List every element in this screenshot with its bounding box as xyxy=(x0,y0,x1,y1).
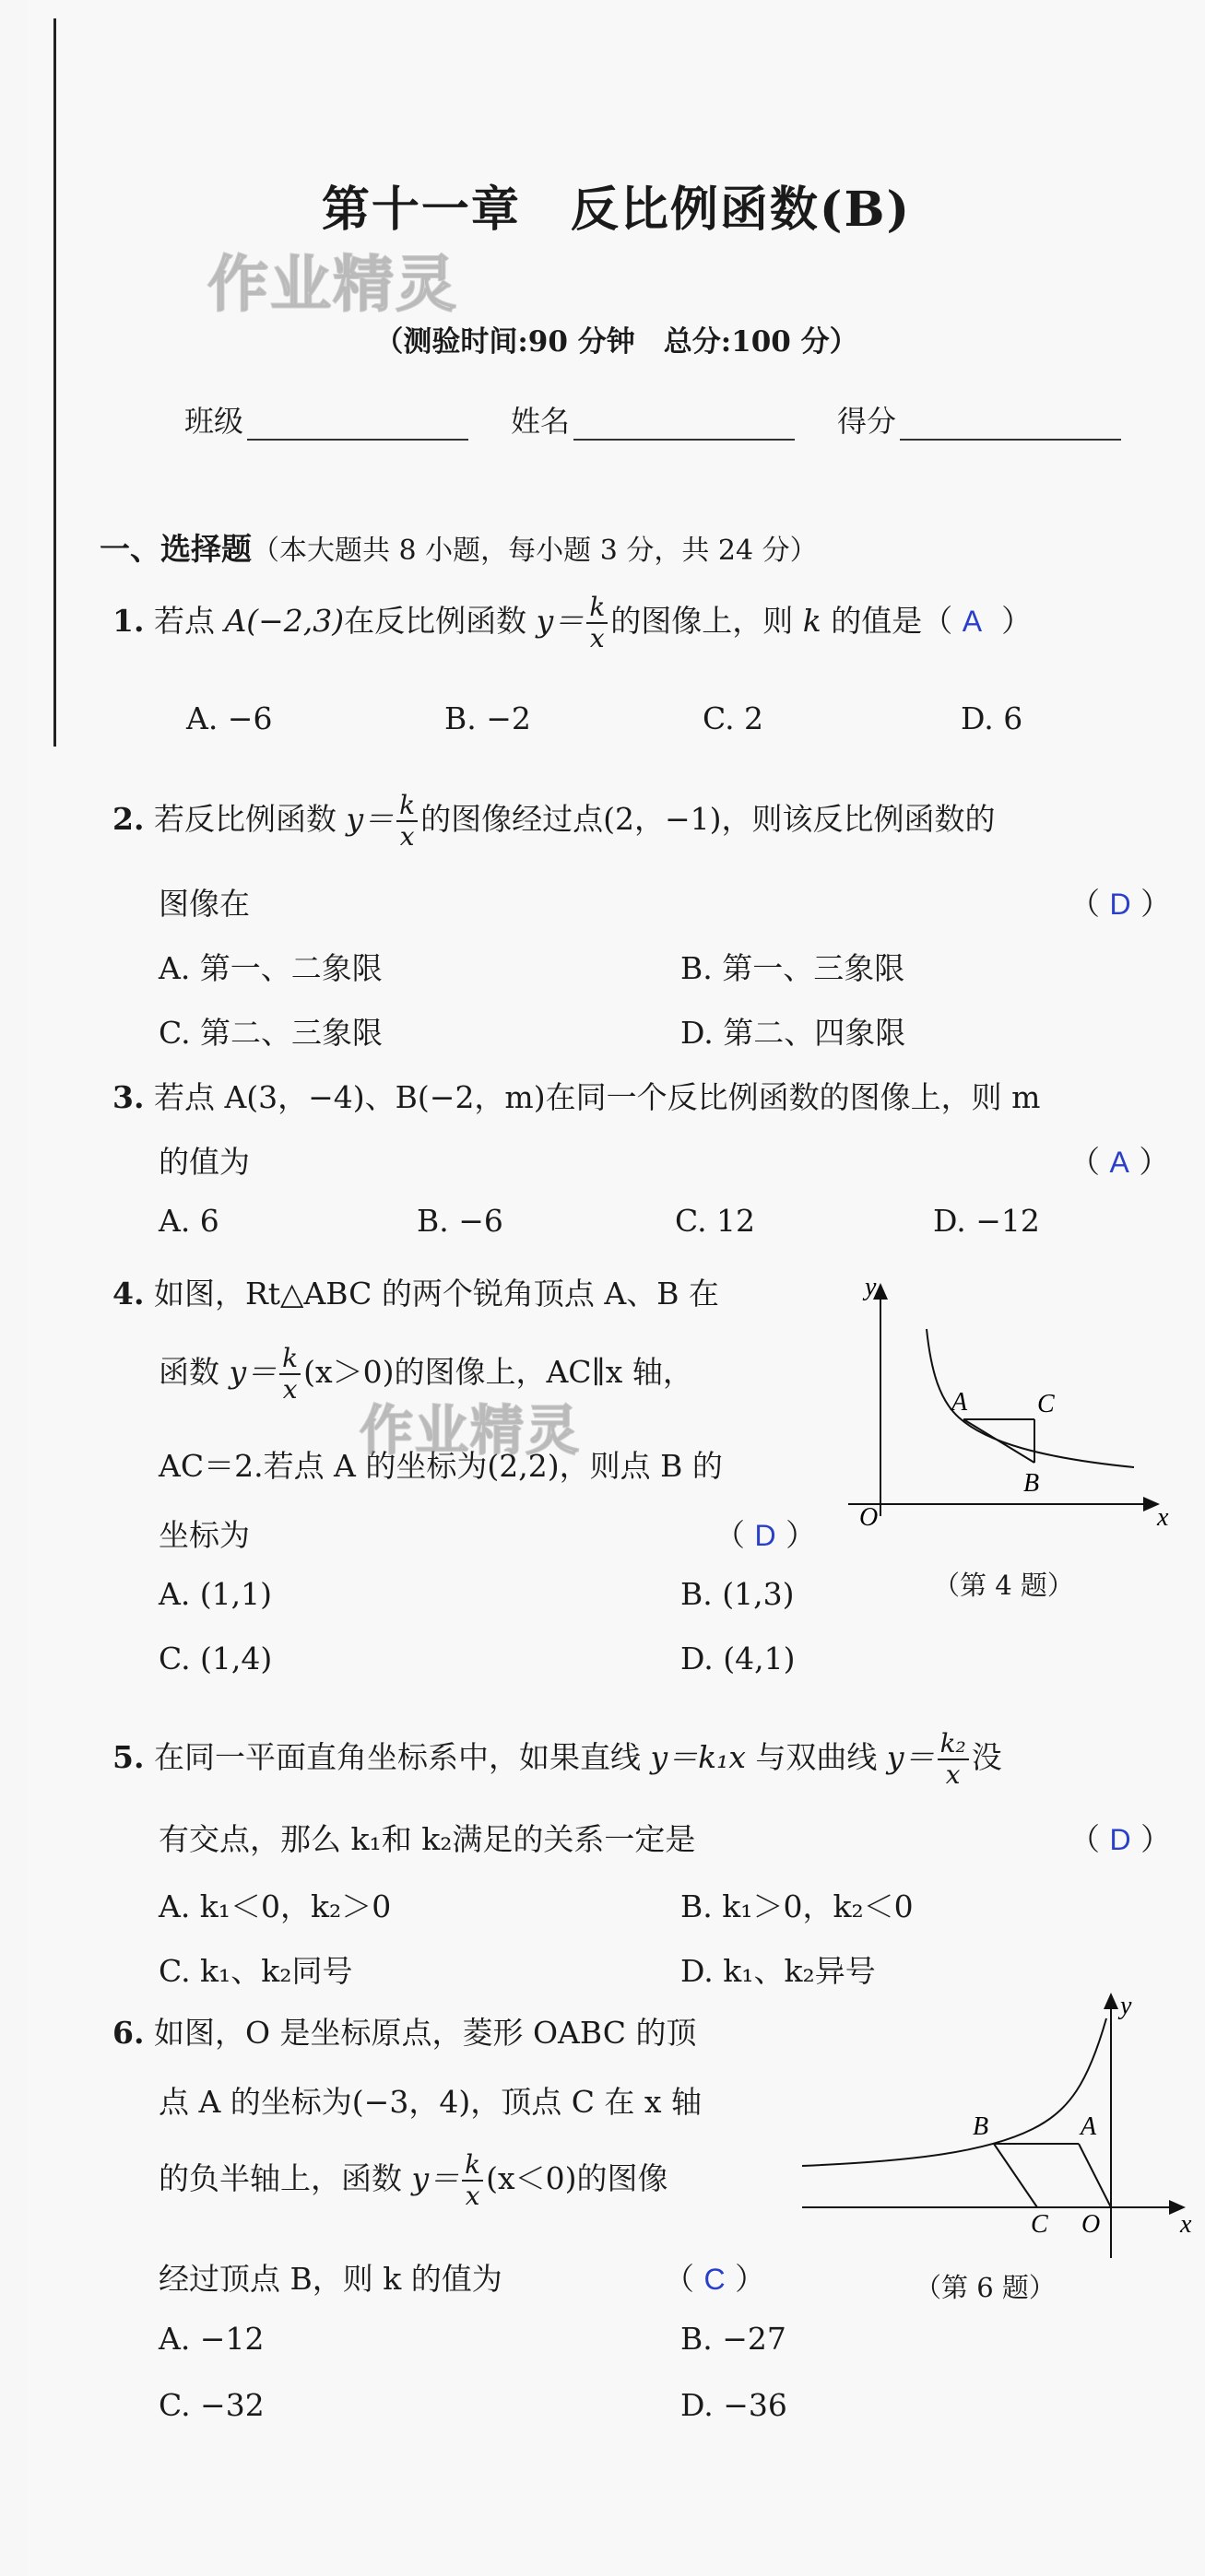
label-b: B xyxy=(973,2112,989,2141)
numerator: k xyxy=(586,594,608,624)
exam-info: （测验时间:90 分钟 总分:100 分） xyxy=(374,325,858,359)
question-text: 在同一平面直角坐标系中，如果直线 xyxy=(153,1739,651,1775)
figure-q4 xyxy=(839,1263,1199,1576)
question-number: 4. xyxy=(112,1276,145,1312)
question-2-line2: 图像在 xyxy=(159,886,250,922)
watermark-2: 作业精灵 xyxy=(360,1399,582,1462)
question-2 xyxy=(112,790,996,852)
class-blank[interactable] xyxy=(247,407,468,441)
q2-option-b[interactable]: B. 第一、三象限 xyxy=(680,950,905,986)
info-row xyxy=(184,398,1164,441)
question-text: 的图像经过点(2，−1)，则该反比例函数的 xyxy=(420,801,996,837)
question-text: 与双曲线 xyxy=(745,1739,887,1775)
worksheet-page xyxy=(28,0,1205,2576)
label-a: A xyxy=(1081,2112,1097,2141)
question-3-line2: 的值为 xyxy=(159,1144,250,1180)
numerator: k xyxy=(279,1346,301,1375)
q5-option-a[interactable]: A. k₁＜0，k₂＞0 xyxy=(159,1888,392,1924)
question-5-line2: 有交点，那么 k₁和 k₂满足的关系一定是 xyxy=(159,1821,696,1857)
question-text: 函数 xyxy=(159,1354,230,1390)
label-c: C xyxy=(1031,2210,1048,2239)
denominator: x xyxy=(282,1374,298,1405)
figure-4-caption: （第 4 题） xyxy=(933,1570,1074,1601)
q6-option-c[interactable]: C. −32 xyxy=(159,2387,265,2423)
question-text: 的负半轴上，函数 xyxy=(159,2160,412,2196)
section-title: 一、选择题 xyxy=(100,531,252,567)
answer-mark: A xyxy=(1109,1146,1129,1179)
q3-option-d[interactable]: D. −12 xyxy=(933,1203,1040,1239)
question-number: 1. xyxy=(112,603,145,639)
q4-option-b[interactable]: B. (1,3) xyxy=(680,1576,795,1612)
q2-option-d[interactable]: D. 第二、四象限 xyxy=(680,1015,906,1051)
q1-option-c[interactable]: C. 2 xyxy=(703,700,764,736)
question-number: 3. xyxy=(112,1079,145,1115)
q6-option-d[interactable]: D. −36 xyxy=(680,2387,787,2423)
watermark: 作业精灵 xyxy=(207,249,458,320)
fraction xyxy=(462,2149,483,2211)
question-4 xyxy=(112,1270,719,1313)
question-4-line4: 坐标为 xyxy=(159,1517,250,1553)
q1-option-a[interactable]: A. −6 xyxy=(186,700,273,736)
answer-mark: D xyxy=(1109,888,1131,921)
q1-option-d[interactable]: D. 6 xyxy=(961,700,1023,736)
variable-k: k xyxy=(802,603,821,639)
question-text: 如图，Rt△ABC 的两个锐角顶点 A、B 在 xyxy=(153,1276,719,1312)
question-3 xyxy=(112,1074,1040,1117)
figure-q6 xyxy=(802,1982,1199,2267)
question-text: 的图像上，则 xyxy=(610,603,803,639)
q4-answer-bracket: （ D ） xyxy=(715,1517,817,1553)
label-x: x xyxy=(1157,1503,1169,1532)
segment-ab xyxy=(963,1419,1034,1463)
question-text: 没 xyxy=(971,1739,1002,1775)
q5-option-b[interactable]: B. k₁＞0，k₂＜0 xyxy=(680,1888,914,1924)
fraction xyxy=(586,594,608,652)
fraction xyxy=(396,790,418,852)
question-text: 如图，O 是坐标原点，菱形 OABC 的顶 xyxy=(153,2015,697,2051)
name-field[interactable] xyxy=(511,398,795,441)
label-a: A xyxy=(951,1388,968,1417)
score-field[interactable] xyxy=(837,398,1121,441)
question-text: 的值是（ xyxy=(821,603,953,639)
q4-option-a[interactable]: A. (1,1) xyxy=(159,1576,273,1612)
segment-ao xyxy=(1079,2144,1111,2207)
label-o: O xyxy=(859,1503,879,1532)
question-4-line3: AC＝2.若点 A 的坐标为(2,2)，则点 B 的 xyxy=(159,1448,723,1484)
function-lhs: y＝ xyxy=(229,1354,278,1390)
question-5 xyxy=(112,1728,1002,1790)
question-text: 在反比例函数 xyxy=(344,603,537,639)
question-1 xyxy=(112,594,1032,652)
numerator: k xyxy=(396,793,418,822)
section-note: （本大题共 8 小题，每小题 3 分，共 24 分） xyxy=(252,535,818,567)
q6-option-a[interactable]: A. −12 xyxy=(159,2321,265,2357)
question-6-line4: 经过顶点 B，则 k 的值为 xyxy=(159,2261,502,2297)
answer-mark: C xyxy=(703,2263,726,2296)
label-o: O xyxy=(1081,2210,1101,2239)
q5-option-d[interactable]: D. k₁、k₂异号 xyxy=(680,1953,876,1989)
q2-answer-bracket: （ D ） xyxy=(1069,886,1172,922)
class-field[interactable] xyxy=(184,398,468,441)
denominator: x xyxy=(465,2181,480,2211)
name-label: 姓名 xyxy=(511,404,571,439)
question-number: 6. xyxy=(112,2015,145,2051)
denominator: x xyxy=(399,821,415,852)
answer-mark: D xyxy=(754,1519,776,1552)
segment-bc xyxy=(994,2144,1037,2207)
point-a: A(−2,3) xyxy=(224,603,345,639)
question-6 xyxy=(112,2009,696,2053)
q6-answer-bracket: （ C ） xyxy=(664,2261,766,2297)
q6-option-b[interactable]: B. −27 xyxy=(680,2321,786,2357)
section-heading xyxy=(100,525,818,569)
q2-option-c[interactable]: C. 第二、三象限 xyxy=(159,1015,384,1051)
q2-option-a[interactable]: A. 第一、二象限 xyxy=(159,950,383,986)
question-6-line2: 点 A 的坐标为(−3，4)，顶点 C 在 x 轴 xyxy=(159,2084,703,2120)
question-text: (x＞0)的图像上，AC∥x 轴， xyxy=(303,1354,693,1390)
function-lhs: y＝ xyxy=(536,603,585,639)
answer-mark: D xyxy=(1109,1823,1131,1856)
numerator: k₂ xyxy=(938,1731,969,1760)
fraction xyxy=(938,1728,969,1790)
label-c: C xyxy=(1037,1390,1055,1418)
fraction xyxy=(279,1343,301,1405)
q1-option-b[interactable]: B. −2 xyxy=(444,700,531,736)
function-lhs: y＝ xyxy=(346,801,395,837)
page-title: 第十一章 反比例函数(B) xyxy=(321,182,912,238)
denominator: x xyxy=(945,1759,961,1790)
score-blank[interactable] xyxy=(900,407,1121,441)
denominator: x xyxy=(589,623,605,653)
q3-option-c[interactable]: C. 12 xyxy=(675,1203,756,1239)
score-label: 得分 xyxy=(837,404,897,439)
binding-line xyxy=(53,18,56,747)
question-number: 2. xyxy=(112,801,145,837)
q3-answer-bracket: （ A ） xyxy=(1069,1144,1170,1180)
q5-option-c[interactable]: C. k₁、k₂同号 xyxy=(159,1953,353,1989)
answer-mark: A xyxy=(962,605,983,638)
label-b: B xyxy=(1023,1469,1040,1498)
bracket: ） xyxy=(1001,603,1033,639)
figure-6-caption: （第 6 题） xyxy=(915,2272,1056,2303)
q3-option-b[interactable]: B. −6 xyxy=(417,1203,503,1239)
line-equation: y＝k₁x xyxy=(650,1739,746,1775)
q5-answer-bracket: （ D ） xyxy=(1069,1821,1172,1857)
question-text: 若点 A(3，−4)、B(−2，m)在同一个反比例函数的图像上，则 m xyxy=(153,1079,1041,1115)
class-label: 班级 xyxy=(184,404,244,439)
question-text: 若反比例函数 xyxy=(153,801,347,837)
question-text: 若点 xyxy=(153,603,225,639)
name-blank[interactable] xyxy=(573,407,795,441)
question-text: (x＜0)的图像 xyxy=(486,2160,668,2196)
q3-option-a[interactable]: A. 6 xyxy=(159,1203,219,1239)
q4-option-c[interactable]: C. (1,4) xyxy=(159,1641,273,1676)
label-y: y xyxy=(1120,1992,1132,2020)
question-6-line3 xyxy=(159,2149,668,2211)
numerator: k xyxy=(462,2152,483,2182)
q4-option-d[interactable]: D. (4,1) xyxy=(680,1641,796,1676)
label-x: x xyxy=(1180,2210,1192,2239)
function-lhs: y＝ xyxy=(411,2160,460,2196)
function-lhs: y＝ xyxy=(886,1739,935,1775)
question-number: 5. xyxy=(112,1739,145,1775)
label-y: y xyxy=(865,1273,877,1301)
